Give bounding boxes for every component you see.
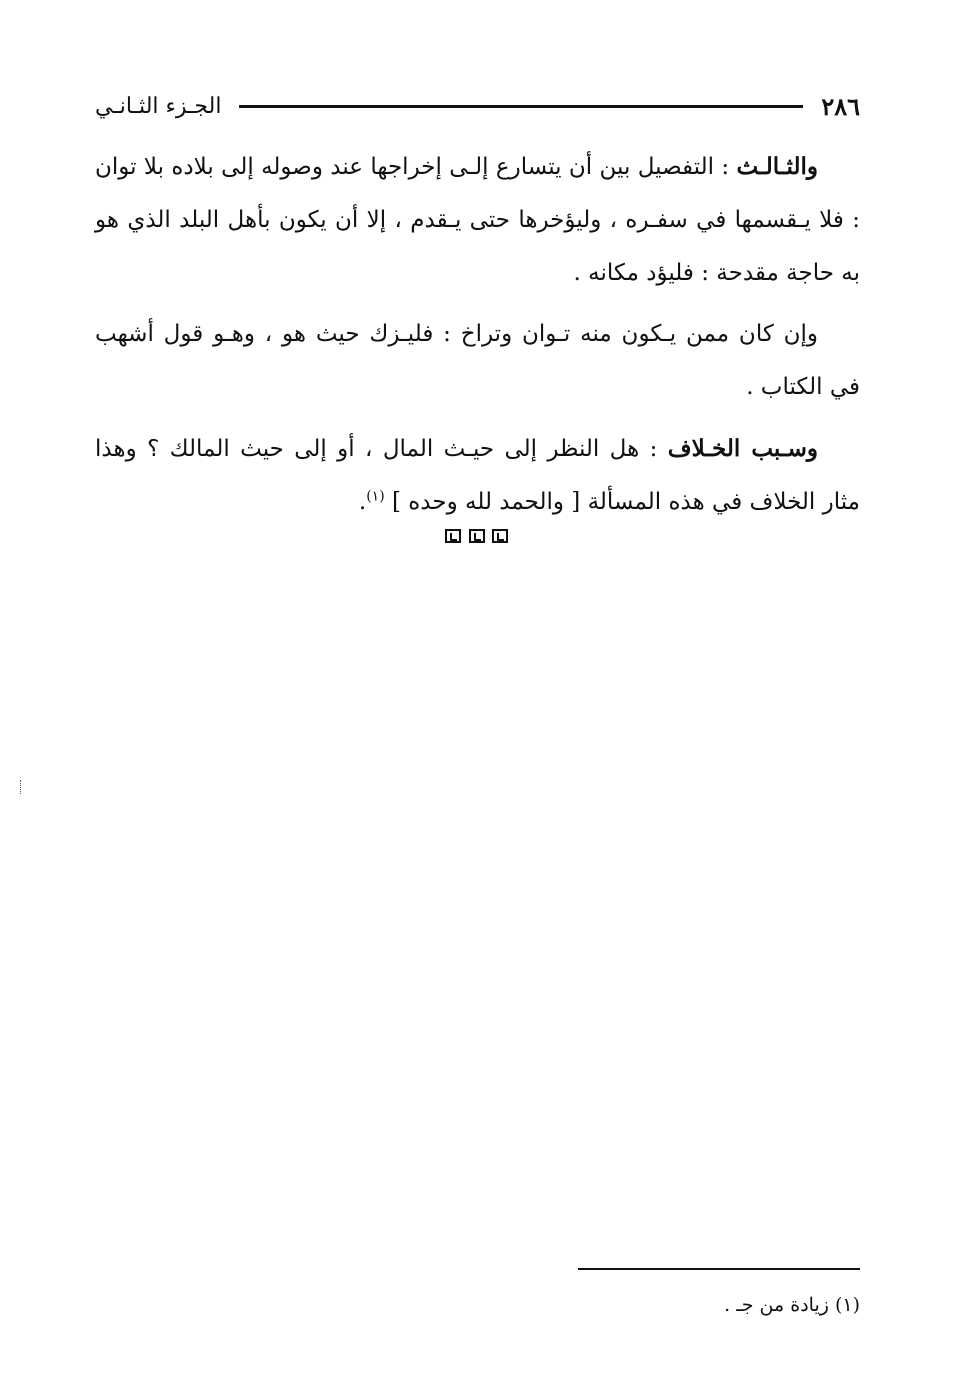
paragraph-body: : هل النظر إلى حيـث المال ، أو إلى حيث المالك ؟ وهذا مثار الخلاف في هذه المسألة [ والحمد لله وحده ]	[95, 436, 860, 515]
paragraph-lead: والثـالـث	[736, 153, 818, 180]
paragraph-lead: وسـبب الخـلاف	[667, 435, 818, 462]
ornament-square-icon	[445, 529, 461, 543]
page-header	[95, 88, 860, 124]
running-title: الجـزء الثـانـي	[95, 93, 222, 119]
main-text	[95, 140, 860, 537]
paragraph-trailing-punct: .	[358, 489, 367, 515]
footnote-1: (١) زيادة من جـ .	[724, 1294, 860, 1316]
paragraph-body: : التفصيل بين أن يتسارع إلـى إخراجها عند وصوله إلى بلاده بلا توان : فلا يـقسمها في سفـره ، وليؤخرها حتى يـقدم ، إلا أن يكون بأهل البلد الذي هو به حاجة مقدحة : فليؤد مكانه .	[95, 154, 860, 286]
scan-speck	[20, 780, 23, 794]
footnote-reference[interactable]: (١)	[366, 488, 385, 505]
header-rule	[239, 105, 803, 108]
paragraph-body: وإن كان ممن يـكون منه تـوان وتراخ : فليـزك حيث هو ، وهـو قول أشهب في الكتاب .	[95, 321, 860, 400]
ornament-square-icon	[469, 529, 485, 543]
page-number: ٢٨٦	[821, 91, 860, 121]
paragraph-cause-of-dispute	[95, 422, 860, 529]
paragraph-ashhab	[95, 308, 860, 414]
section-end-ornament	[0, 528, 953, 547]
footnote-separator	[578, 1268, 860, 1270]
paragraph-third-opinion	[95, 140, 860, 300]
ornament-square-icon	[492, 529, 508, 543]
